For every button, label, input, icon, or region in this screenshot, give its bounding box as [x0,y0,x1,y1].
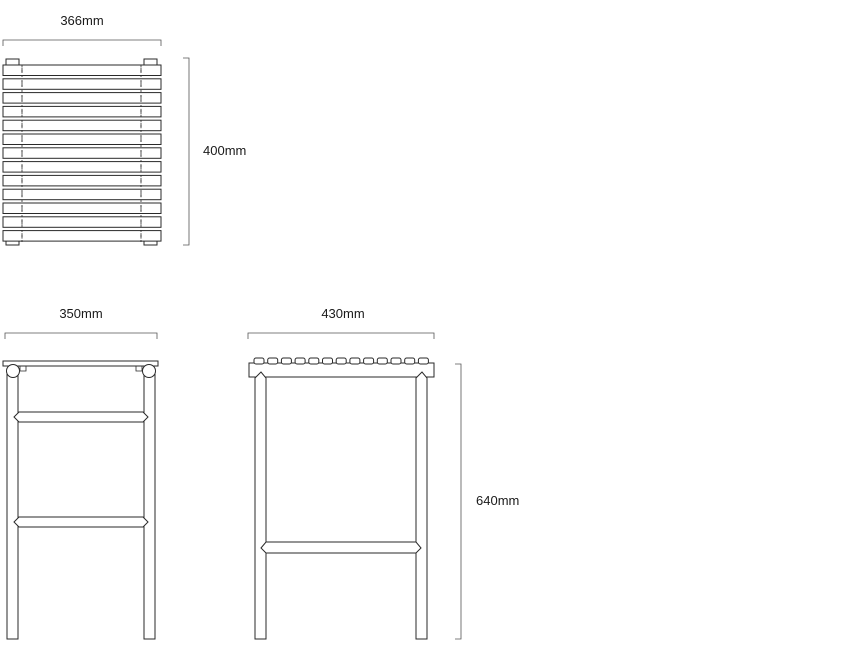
front-height-label: 640mm [476,493,520,508]
top-slat-board [3,79,161,90]
front-slat-end [377,358,387,364]
top-slat [3,148,161,159]
top-slat-board [3,189,161,200]
front-leg [255,372,266,639]
front-slat-end [364,358,374,364]
top-slat-board [3,175,161,186]
top-depth-label: 400mm [203,143,247,158]
front-slat-end [254,358,264,364]
top-slat [3,203,161,214]
front-slat-end [391,358,401,364]
side-bracket [20,366,26,371]
top-slat [3,65,161,76]
top-slat-board [3,162,161,173]
top-leg-stub [6,59,19,65]
side-seat [3,361,158,366]
side-width-label: 350mm [59,306,103,321]
top-slat-board [3,120,161,131]
top-slat-board [3,148,161,159]
front-width-label: 430mm [321,306,365,321]
top-slat [3,106,161,117]
side-bracket [136,366,142,371]
top-slat [3,231,161,242]
front-height-dimension [455,364,519,639]
top-depth-dimension [183,58,246,245]
front-leg [416,372,427,639]
top-slat [3,93,161,104]
front-slat-end [405,358,415,364]
side-leg [144,371,155,639]
top-slat-board [3,65,161,76]
side-view [3,306,158,639]
top-slats [3,65,161,245]
top-slat [3,134,161,145]
top-slat [3,217,161,228]
front-slat-end [418,358,428,364]
top-slat-board [3,203,161,214]
top-slat-board [3,217,161,228]
top-slat-board [3,231,161,242]
top-leg-stub [144,59,157,65]
front-view [248,306,519,639]
front-stretcher [261,542,421,553]
side-stretcher-lower [14,517,148,527]
top-slat-board [3,93,161,104]
front-slat-end [323,358,333,364]
top-slat [3,79,161,90]
side-leg-top [143,365,156,378]
top-slat [3,175,161,186]
top-slat [3,120,161,131]
side-leg [7,371,18,639]
front-slat-end [295,358,305,364]
front-slat-end [281,358,291,364]
top-width-label: 366mm [60,13,104,28]
front-width-dimension [248,306,434,339]
top-view [3,13,246,245]
top-slat [3,189,161,200]
front-slat-end [336,358,346,364]
side-leg-top [7,365,20,378]
top-width-dimension [3,13,161,46]
side-width-dimension [5,306,157,339]
front-slat-end [350,358,360,364]
top-slat-board [3,106,161,117]
top-slat [3,162,161,173]
front-slat-end [309,358,319,364]
front-seat-frame [249,363,434,377]
top-slat-board [3,134,161,145]
front-slat-end [268,358,278,364]
side-stretcher-upper [14,412,148,422]
